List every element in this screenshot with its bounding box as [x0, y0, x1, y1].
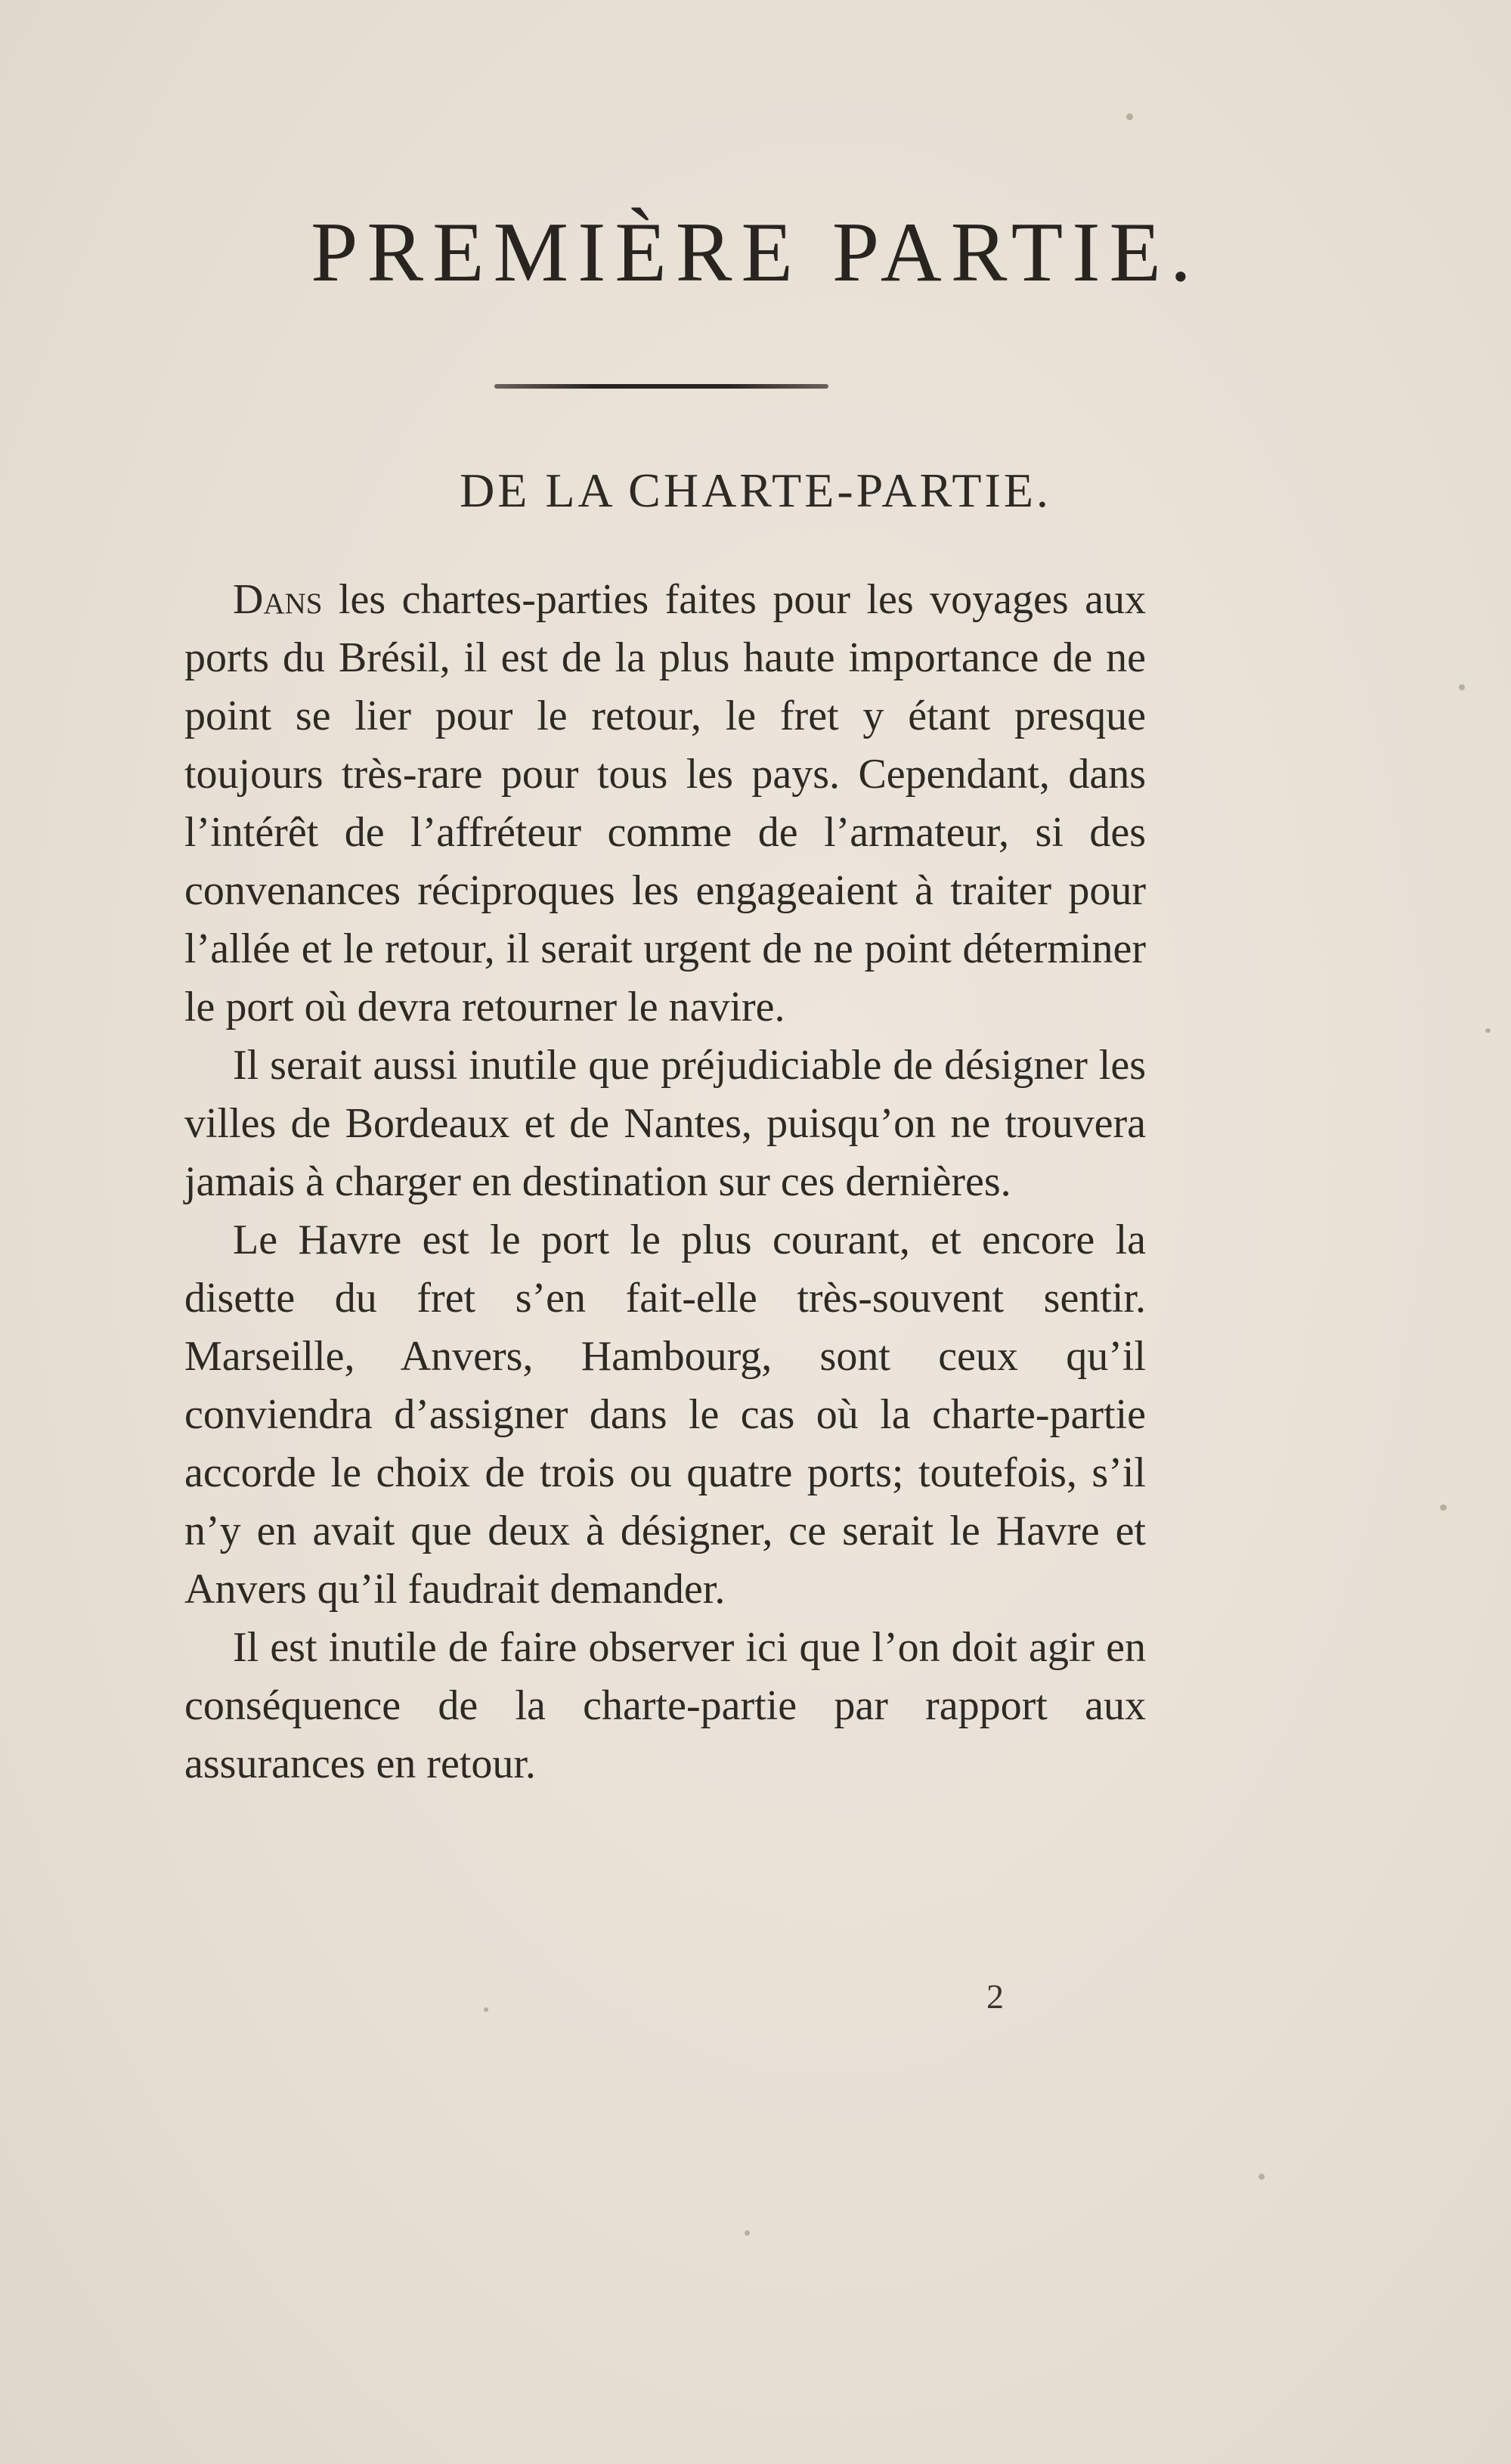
paragraph-3: [184, 1211, 1146, 1619]
paragraph-lead: Dans: [233, 576, 323, 623]
section-heading: DE LA CHARTE-PARTIE.: [460, 463, 1051, 517]
paper-speck: [1259, 2174, 1265, 2180]
paragraph-text: les chartes-parties faites pour les voyages aux ports du Brésil, il est de la plus haute importance de ne point se lier pour le retour, le fret y étant presque toujours très-rare pour tous les pays. Cependant, dans l’intérêt de l’affréteur comme de l’armateur, si des convenances réciproques les engageaient à traiter pour l’allée et le retour, il serait urgent de ne point déterminer le port où devra retourner le navire.: [184, 576, 1146, 1031]
paragraph-text: Il serait aussi inutile que préjudiciable de désigner les villes de Bordeaux et de Nantes, puisqu’on ne trouvera jamais à charger en destination sur ces dernières.: [184, 1042, 1146, 1205]
title-rule: [494, 384, 828, 389]
paper-speck: [1440, 1505, 1447, 1511]
part-title: PREMIÈRE PARTIE.: [311, 206, 1200, 299]
paragraph-1: [184, 571, 1146, 1037]
page-number: 2: [986, 1977, 1004, 2016]
paper-speck: [484, 2007, 488, 2012]
body-text: [184, 571, 1146, 1793]
paragraph-text: Le Havre est le port le plus courant, et encore la disette du fret s’en fait-elle très-souvent sentir. Marseille, Anvers, Hambourg, sont ceux qu’il conviendra d’assigner dans le cas où la charte-partie accorde le choix de trois ou quatre ports; toutefois, s’il n’y en avait que deux à désigner, ce serait le Havre et Anvers qu’il faudrait demander.: [184, 1217, 1146, 1613]
paper-speck: [1459, 684, 1465, 690]
paragraph-text: Il est inutile de faire observer ici que l’on doit agir en conséquence de la charte-partie par rapport aux assurances en retour.: [184, 1624, 1146, 1787]
paragraph-4: [184, 1619, 1146, 1793]
paper-speck: [1126, 113, 1133, 120]
paper-speck: [745, 2230, 750, 2236]
paper-speck: [1485, 1028, 1491, 1033]
paragraph-2: [184, 1037, 1146, 1211]
